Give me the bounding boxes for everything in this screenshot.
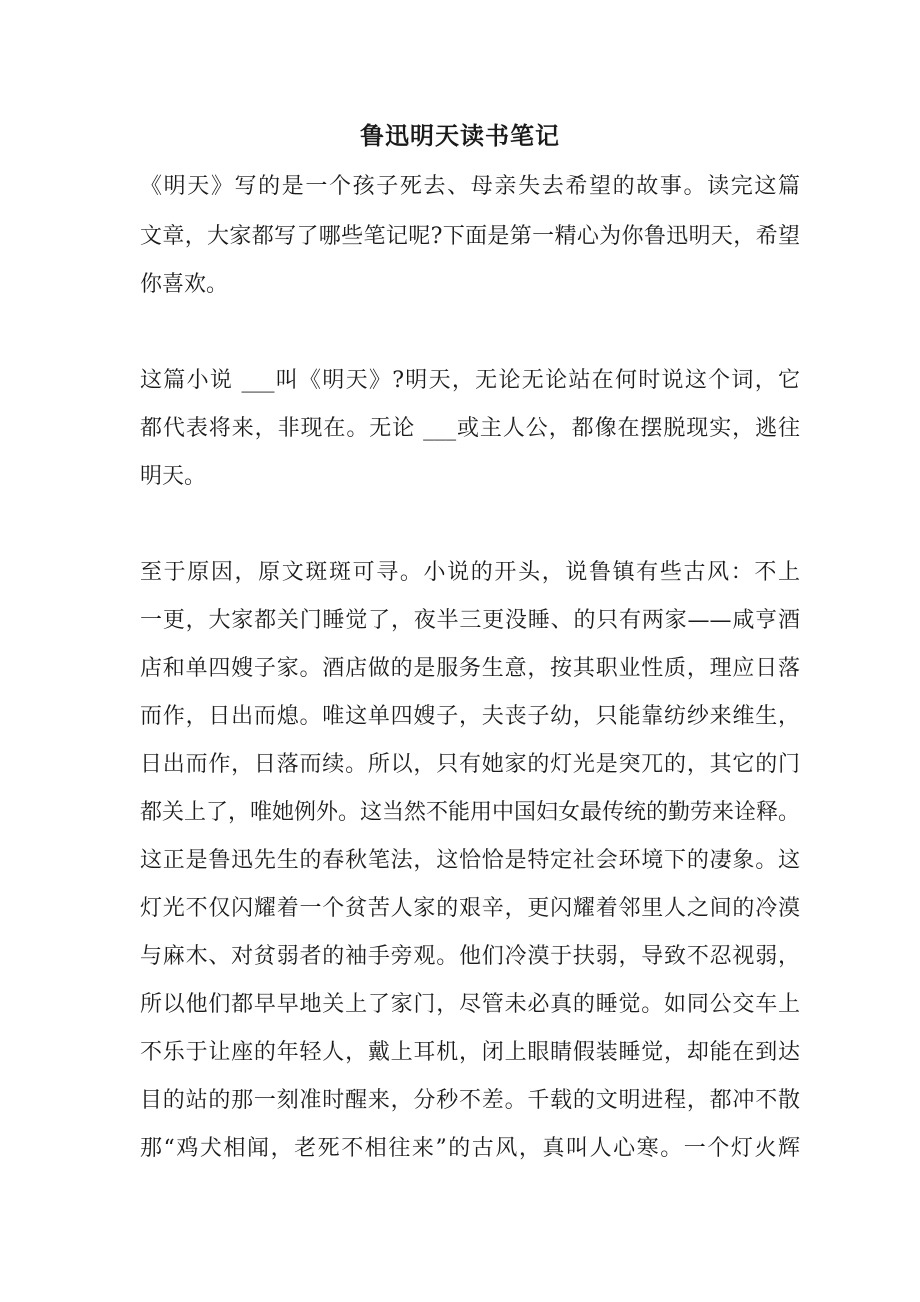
paragraph-line: 灯光不仅闪耀着一个贫苦人家的艰辛，更闪耀着邻里人之间的冷漠 (140, 896, 800, 921)
paragraph-line: 目的站的那一刻准时醒来，分秒不差。千载的文明进程，都冲不散 (140, 1088, 800, 1113)
paragraph-line: 日出而作，日落而续。所以，只有她家的灯光是突兀的，其它的门 (140, 752, 800, 777)
paragraph-line: 所以他们都早早地关上了家门，尽管未必真的睡觉。如同公交车上 (140, 992, 800, 1017)
document-title: 鲁迅明天读书笔记 (360, 121, 560, 150)
paragraph-line: 这正是鲁迅先生的春秋笔法，这恰恰是特定社会环境下的凄象。这 (140, 848, 800, 873)
paragraph-line: 文章，大家都写了哪些笔记呢?下面是第一精心为你鲁迅明天，希望 (140, 224, 800, 249)
paragraph-line: 一更，大家都关门睡觉了，夜半三更没睡、的只有两家——咸亨酒 (140, 608, 800, 633)
paragraph-line: 那“鸡犬相闻，老死不相往来”的古风，真叫人心寒。一个灯火辉 (140, 1136, 800, 1161)
paragraph-line: 明天。 (140, 464, 207, 489)
paragraph-line: 你喜欢。 (140, 272, 229, 297)
paragraph-line: 这篇小说 ___叫《明天》?明天，无论无论站在何时说这个词，它 (140, 368, 800, 393)
paragraph-line: 都关上了，唯她例外。这当然不能用中国妇女最传统的勤劳来诠释。 (140, 800, 801, 825)
paragraph-line: 与麻木、对贫弱者的袖手旁观。他们冷漠于扶弱，导致不忍视弱， (140, 944, 800, 969)
paragraph-line: 都代表将来，非现在。无论 ___或主人公，都像在摆脱现实，逃往 (140, 416, 800, 441)
paragraph-line: 不乐于让座的年轻人，戴上耳机，闭上眼睛假装睡觉，却能在到达 (140, 1040, 800, 1065)
paragraph-line: 至于原因，原文斑斑可寻。小说的开头，说鲁镇有些古风：不上 (140, 560, 800, 585)
paragraph-line: 店和单四嫂子家。酒店做的是服务生意，按其职业性质，理应日落 (140, 656, 800, 681)
paragraph-line: 《明天》写的是一个孩子死去、母亲失去希望的故事。读完这篇 (140, 174, 800, 199)
paragraph-line: 而作，日出而熄。唯这单四嫂子，夫丧子幼，只能靠纺纱来维生， (140, 704, 800, 729)
